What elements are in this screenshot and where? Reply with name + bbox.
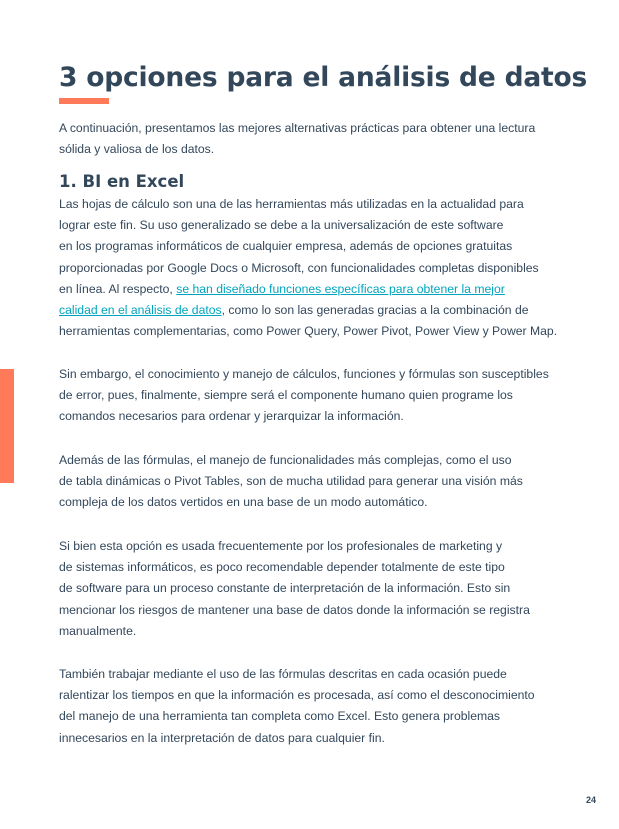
text-line: del manejo de una herramienta tan completa como Excel. Esto genera problemas (59, 709, 501, 724)
page-number: 24 (586, 795, 597, 805)
text-line: de sistemas informáticos, es poco recomendable depender totalmente de este tipo (59, 560, 505, 575)
text-line: comandos necesarios para ordenar y jerarquizar la información. (59, 409, 404, 424)
text-line: lograr este fin. Su uso generalizado se debe a la universalización de este software (59, 218, 504, 233)
page-title: 3 opciones para el análisis de datos (59, 62, 588, 93)
title-underline (59, 98, 109, 104)
text-line: proporcionadas por Google Docs o Microsoft, con funcionalidades completas disponibles (59, 260, 539, 275)
paragraph-4 (59, 536, 579, 642)
text-line: Además de las fórmulas, el manejo de funcionalidades más complejas, como el uso (59, 453, 512, 467)
analysis-quality-link[interactable]: se han diseñado funciones específicas para obtener la mejor (176, 281, 505, 296)
text-line: A continuación, presentamos las mejores alternativas prácticas para obtener una lectura (59, 121, 536, 135)
text-line: También trabajar mediante el uso de las fórmulas descritas en cada ocasión puede (59, 667, 507, 681)
intro-paragraph (59, 118, 579, 160)
text-line: compleja de los datos vertidos en una base de un modo automático. (59, 495, 428, 510)
side-accent-bar (0, 369, 14, 483)
text-line: mencionar los riesgos de mantener una base de datos donde la información se registra (59, 602, 530, 617)
paragraph-5 (59, 664, 579, 749)
text-line: manualmente. (59, 623, 137, 638)
text-line (59, 279, 579, 300)
paragraph-3 (59, 450, 579, 514)
section-heading: 1. BI en Excel (59, 172, 185, 191)
paragraph-2 (59, 364, 579, 428)
text-line: de tabla dinámicas o Pivot Tables, son de mucha utilidad para generar una visión más (59, 474, 523, 489)
text-line: Si bien esta opción es usada frecuentemente por los profesionales de marketing y (59, 539, 503, 553)
text-fragment: , como lo son las generadas gracias a la combinación de (221, 303, 529, 318)
paragraph-1 (59, 194, 579, 342)
text-line: de software para un proceso constante de interpretación de la información. Esto sin (59, 581, 511, 596)
text-line: Las hojas de cálculo son una de las herramientas más utilizadas en la actualidad para (59, 197, 524, 211)
text-line: ralentizar los tiempos en que la información es procesada, así como el desconocimiento (59, 688, 535, 703)
text-line: sólida y valiosa de los datos. (59, 142, 215, 157)
text-line: en los programas informáticos de cualquier empresa, además de opciones gratuitas (59, 239, 513, 254)
text-line: innecesarios en la interpretación de datos para cualquier fin. (59, 730, 385, 745)
text-line: herramientas complementarias, como Power Query, Power Pivot, Power View y Power Map. (59, 324, 558, 339)
text-fragment: en línea. Al respecto, (59, 281, 177, 296)
text-line: de error, pues, finalmente, siempre será el componente humano quien programe los (59, 388, 513, 403)
text-line (59, 300, 579, 321)
text-line: Sin embargo, el conocimiento y manejo de cálculos, funciones y fórmulas son susceptibles (59, 367, 549, 381)
analysis-quality-link-continued[interactable]: calidad en el análisis de datos (59, 303, 222, 318)
